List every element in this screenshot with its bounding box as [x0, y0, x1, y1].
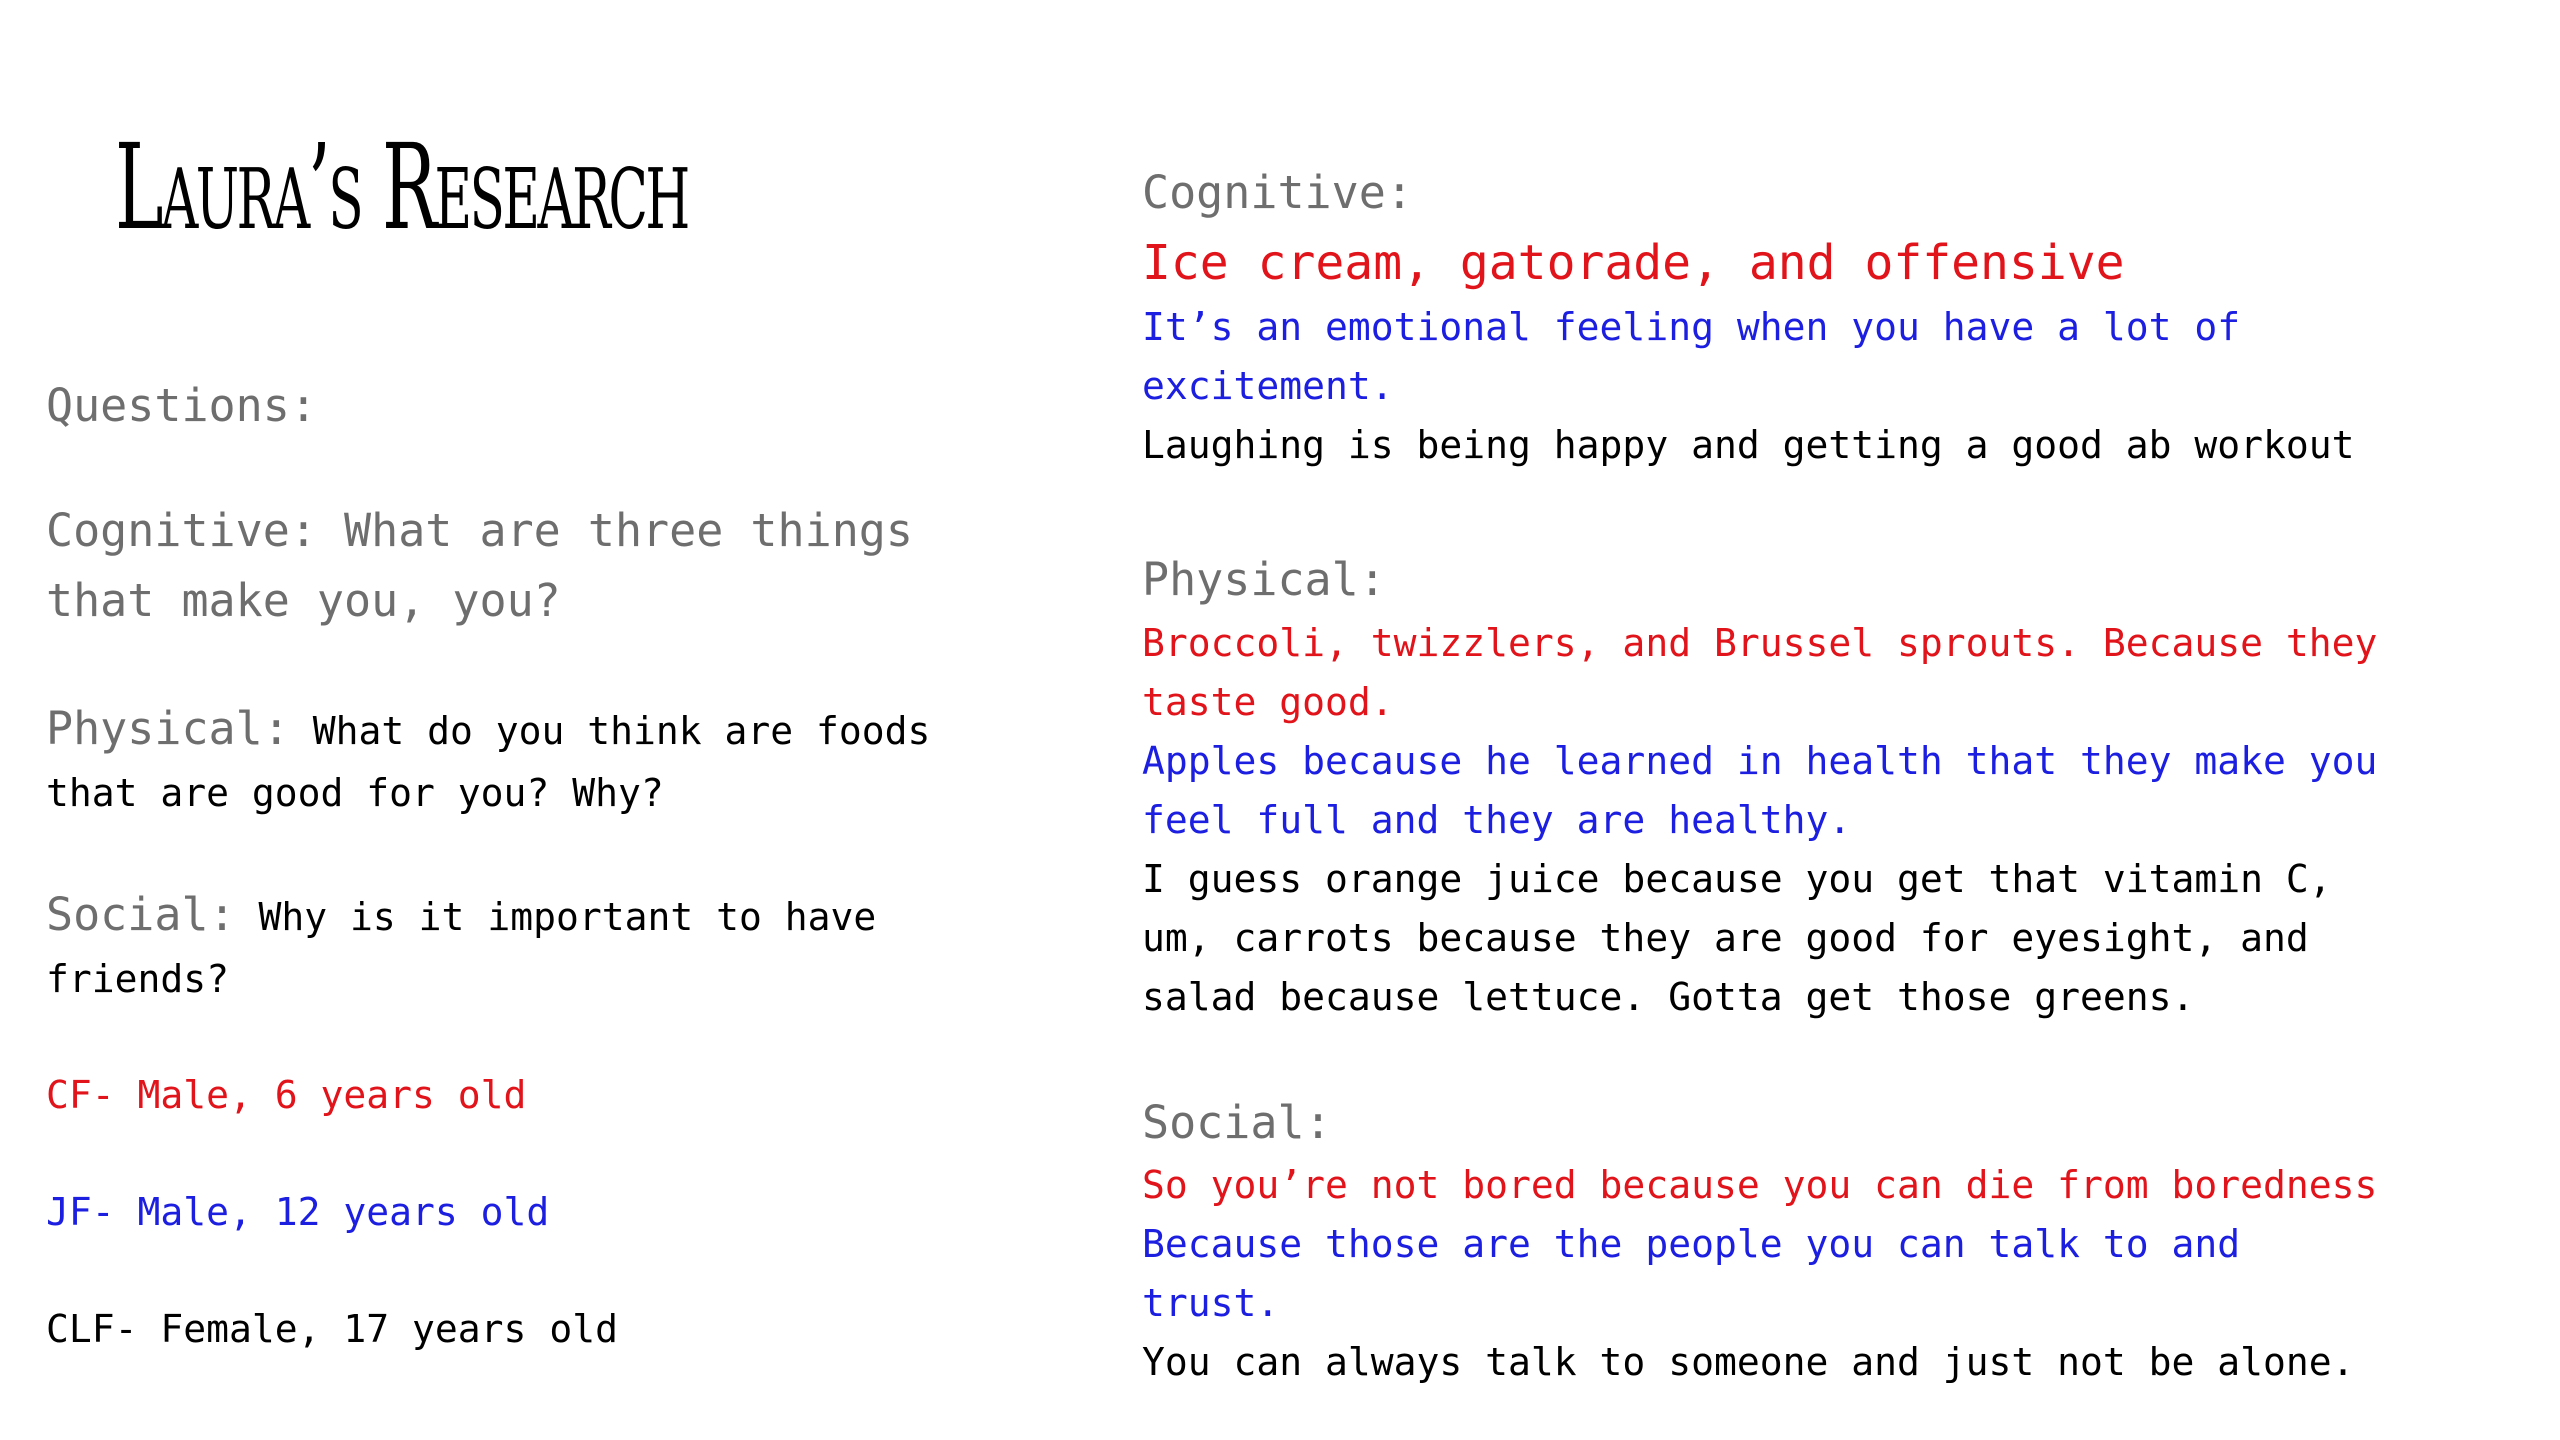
social-question-text-line2: friends?	[46, 957, 230, 1001]
physical-answer-jf-line1: Apples because he learned in health that they make you	[1142, 739, 2378, 783]
cognitive-answer-jf-line1: It’s an emotional feeling when you have a lot of	[1142, 305, 2241, 349]
slide-title: Laura’s Research	[115, 118, 688, 256]
social-answers-heading: Social:	[1142, 1096, 1332, 1149]
participant-cf: CF- Male, 6 years old	[46, 1073, 527, 1117]
social-answer-cf: So you’re not bored because you can die from boredness	[1142, 1163, 2378, 1207]
cognitive-question-text-line2: that make you, you?	[46, 574, 561, 627]
participant-clf: CLF- Female, 17 years old	[46, 1307, 618, 1351]
physical-answer-clf-line2: um, carrots because they are good for eyesight, and	[1142, 916, 2309, 960]
cognitive-question-text-line1: What are three things	[316, 504, 913, 557]
physical-answer-jf	[1142, 732, 2377, 850]
cognitive-answer-cf: Ice cream, gatorade, and offensive	[1142, 235, 2125, 291]
social-answer-jf-line1: Because those are the people you can talk to and	[1142, 1222, 2241, 1266]
cognitive-answer-clf: Laughing is being happy and getting a good ab workout	[1142, 423, 2355, 467]
physical-question-text-line1: What do you think are foods	[289, 709, 931, 753]
social-question	[46, 884, 876, 1010]
cognitive-question-label: Cognitive:	[46, 504, 317, 557]
physical-answer-cf	[1142, 614, 2377, 732]
physical-answer-clf-line3: salad because lettuce. Gotta get those greens.	[1142, 975, 2195, 1019]
physical-answer-cf-line1: Broccoli, twizzlers, and Brussel sprouts. Because they	[1142, 621, 2378, 665]
social-answer-clf: You can always talk to someone and just not be alone.	[1142, 1340, 2355, 1384]
physical-answers-heading: Physical:	[1142, 553, 1386, 606]
cognitive-answer-jf-line2: excitement.	[1142, 364, 1394, 408]
physical-question-label: Physical:	[46, 702, 290, 755]
cognitive-answer-jf	[1142, 298, 2240, 416]
physical-question-text-line2: that are good for you? Why?	[46, 771, 664, 815]
participant-jf: JF- Male, 12 years old	[46, 1190, 550, 1234]
physical-question	[46, 698, 930, 824]
cognitive-question	[46, 496, 913, 636]
physical-answer-clf-line1: I guess orange juice because you get that vitamin C,	[1142, 857, 2332, 901]
physical-answer-jf-line2: feel full and they are healthy.	[1142, 798, 1852, 842]
physical-answer-clf	[1142, 850, 2332, 1027]
cognitive-answers-heading: Cognitive:	[1142, 166, 1413, 219]
social-question-text-line1: Why is it important to have	[235, 895, 877, 939]
physical-answer-cf-line2: taste good.	[1142, 680, 1394, 724]
social-question-label: Social:	[46, 888, 236, 941]
questions-heading: Questions:	[46, 379, 317, 432]
social-answer-jf	[1142, 1215, 2240, 1333]
social-answer-jf-line2: trust.	[1142, 1281, 1280, 1325]
